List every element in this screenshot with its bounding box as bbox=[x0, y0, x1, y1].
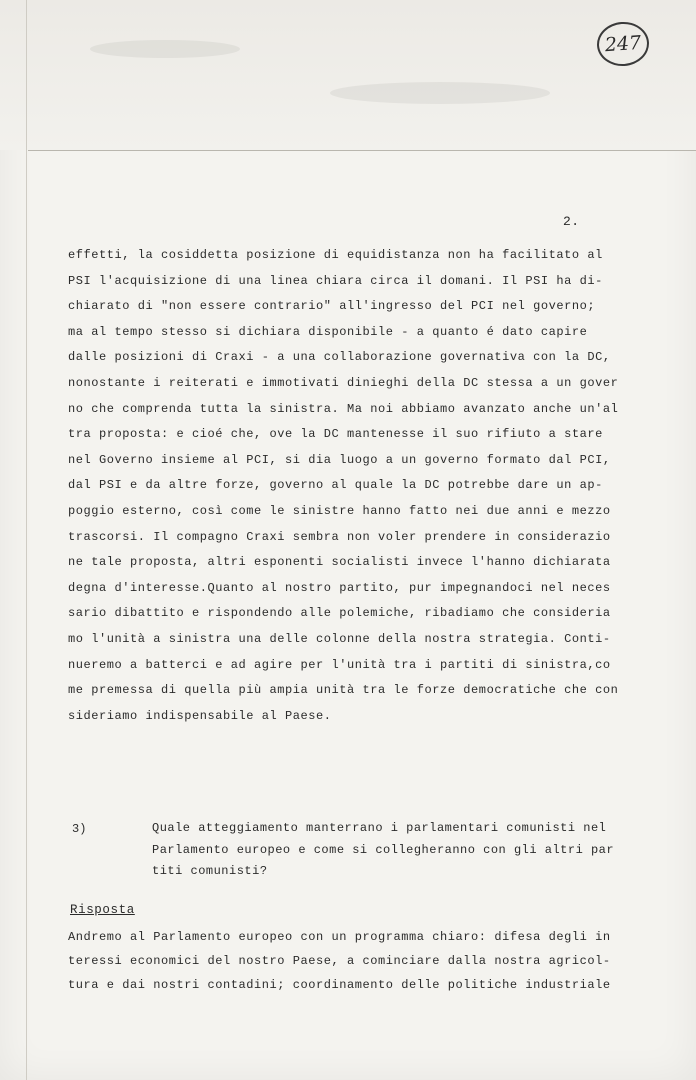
header-margin bbox=[0, 0, 696, 150]
text-line: dalle posizioni di Craxi - a una collaborazione governativa con la DC, bbox=[68, 350, 611, 365]
text-line: poggio esterno, così come le sinistre hanno fatto nei due anni e mezzo bbox=[68, 503, 611, 518]
text-line: sideriamo indispensabile al Paese. bbox=[68, 708, 332, 723]
scan-smudge bbox=[330, 82, 550, 104]
text-line: ne tale proposta, altri esponenti socialisti invece l'hanno dichiarata bbox=[68, 555, 611, 570]
text-line: trascorsi. Il compagno Craxi sembra non voler prendere in considerazio bbox=[68, 529, 611, 544]
body-paragraph bbox=[68, 243, 658, 729]
question-text bbox=[152, 818, 672, 883]
answer-paragraph bbox=[68, 925, 658, 997]
fold-line bbox=[28, 150, 696, 151]
text-line: nel Governo insieme al PCI, si dia luogo a un governo formato dal PCI, bbox=[68, 452, 611, 467]
text-line: sario dibattito e rispondendo alle polemiche, ribadiamo che consideria bbox=[68, 606, 611, 621]
archive-page-stamp: 247 bbox=[596, 20, 651, 68]
answer-heading: Risposta bbox=[70, 903, 135, 917]
answer-line: tura e dai nostri contadini; coordinamento delle politiche industriale bbox=[68, 978, 611, 992]
scan-smudge bbox=[90, 40, 240, 58]
text-line: ma al tempo stesso si dichiara disponibile - a quanto é dato capire bbox=[68, 324, 588, 339]
text-line: effetti, la cosiddetta posizione di equidistanza non ha facilitato al bbox=[68, 248, 603, 262]
text-line: me premessa di quella più ampia unità tra le forze democratiche che con bbox=[68, 683, 619, 698]
text-line: no che comprenda tutta la sinistra. Ma noi abbiamo avanzato anche un'al bbox=[68, 401, 619, 416]
page-left-edge bbox=[26, 0, 27, 1080]
page-number: 2. bbox=[563, 214, 580, 229]
text-line: nueremo a batterci e ad agire per l'unità tra i partiti di sinistra,co bbox=[68, 657, 611, 672]
text-line: degna d'interesse.Quanto al nostro partito, pur impegnandoci nel neces bbox=[68, 580, 611, 595]
question-line: titi comunisti? bbox=[152, 864, 268, 878]
question-line: Quale atteggiamento manterrano i parlamentari comunisti nel bbox=[152, 821, 607, 835]
answer-line: Andremo al Parlamento europeo con un programma chiaro: difesa degli in bbox=[68, 930, 611, 944]
question-line: Parlamento europeo e come si collegheranno con gli altri par bbox=[152, 842, 615, 857]
question-number: 3) bbox=[72, 822, 87, 836]
text-line: PSI l'acquisizione di una linea chiara circa il domani. Il PSI ha di- bbox=[68, 273, 603, 288]
text-line: nonostante i reiterati e immotivati dinieghi della DC stessa a un gover bbox=[68, 375, 619, 390]
question-block bbox=[68, 818, 668, 898]
text-line: chiarato di "non essere contrario" all'ingresso del PCI nel governo; bbox=[68, 299, 596, 314]
answer-line: teressi economici del nostro Paese, a cominciare dalla nostra agricol- bbox=[68, 954, 611, 968]
text-line: tra proposta: e cioé che, ove la DC mantenesse il suo rifiuto a stare bbox=[68, 427, 603, 442]
text-line: dal PSI e da altre forze, governo al quale la DC potrebbe dare un ap- bbox=[68, 478, 603, 493]
text-line: mo l'unità a sinistra una delle colonne della nostra strategia. Conti- bbox=[68, 631, 611, 646]
